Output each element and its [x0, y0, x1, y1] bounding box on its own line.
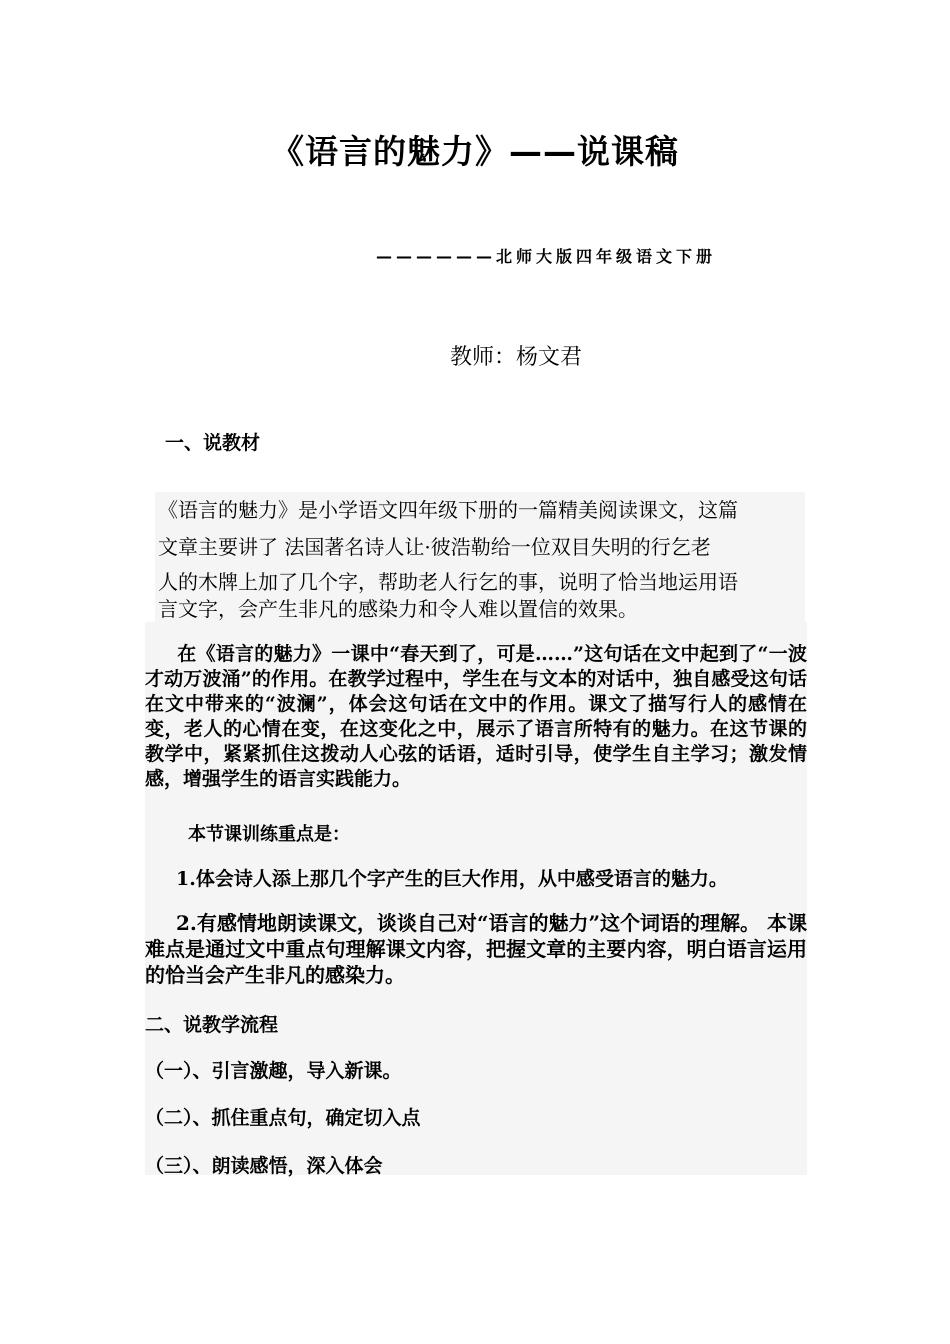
section-heading-textbook: 一、说教材 [165, 432, 261, 454]
intro-line: 言文字，会产生非凡的感染力和令人难以置信的效果。 [158, 597, 638, 621]
process-step: （二）、抓住重点句，确定切入点 [145, 1107, 421, 1129]
intro-line: 人的木牌上加了几个字，帮助老人行乞的事，说明了恰当地运用语 [158, 570, 738, 594]
intro-paragraph [158, 494, 806, 622]
key-point-1: 1.体会诗人添上那几个字产生的巨大作用，从中感受语言的魅力。 [176, 868, 728, 890]
analysis-text: 在《语言的魅力》一课中“春天到了，可是……”这句话在文中起到了“一波才动万波涌”的作用。在教学过程中，学生在与文本的对话中，独自感受这句话在文中带来的“波澜”，体会这句话在文中的作用。课文了描写行人的感情在变，老人的心情在变，在这变化之中，展示了语言所特有的魅力。在这节课的教学中，紧紧抓住这拨动人心弦的话语，适时引导，使学生自主学习；激发情感，增强学生的语言实践能力。 [145, 643, 807, 790]
key-point-2: 2.有感情地朗读课文，谈谈自己对“语言的魅力”这个词语的理解。 本课难点是通过文中重点句理解课文内容，把握文章的主要内容，明白语言运用的恰当会产生非凡的感染力。 [145, 911, 807, 987]
document-title: 《语言的魅力》——说课稿 [271, 132, 679, 171]
intro-line: 文章主要讲了 法国著名诗人让·彼浩勒给一位双目失明的行乞老 [158, 535, 711, 559]
key-points-label: 本节课训练重点是： [188, 824, 350, 845]
process-step: （一）、引言激趣，导入新课。 [145, 1060, 402, 1082]
teacher-name: 教师：杨文君 [450, 345, 583, 370]
intro-line: 《语言的魅力》是小学语文四年级下册的一篇精美阅读课文，这篇 [158, 498, 738, 522]
document-subtitle: ——————北师大版四年级语文下册 [376, 247, 717, 266]
process-step: （三）、朗读感悟，深入体会 [145, 1155, 383, 1177]
section-heading-process: 二、说教学流程 [145, 1014, 279, 1036]
analysis-paragraph [145, 642, 807, 792]
